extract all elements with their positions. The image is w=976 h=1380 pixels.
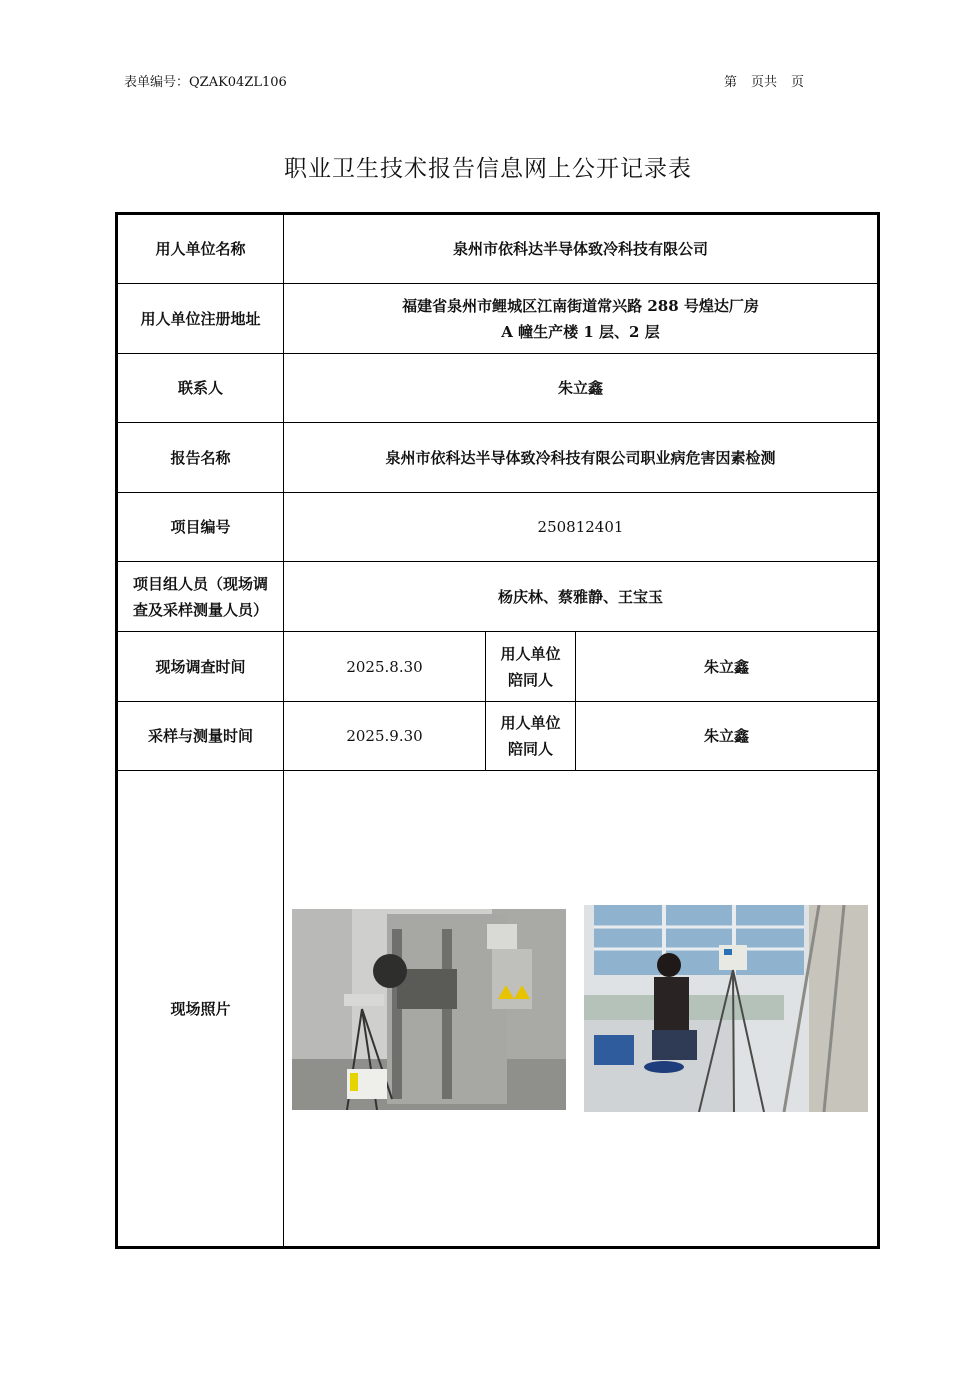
team-value: 杨庆林、蔡雅静、王宝玉: [284, 562, 879, 632]
site-photo-worker-sampling: [584, 905, 868, 1112]
sampling-time-value: 2025.9.30: [284, 702, 486, 771]
row-photos: [117, 771, 879, 1248]
page-indicator: [724, 71, 818, 90]
sampling-companion-label-line-1: 用人单位: [500, 714, 561, 732]
row-survey-time: [117, 632, 879, 702]
survey-companion-label-line-2: 陪同人: [507, 670, 553, 689]
survey-companion-label: [486, 632, 576, 702]
team-label-line-2: 查及采样测量人员）: [132, 600, 268, 619]
page-end-word: 页: [791, 75, 805, 90]
worker-sampling-photo-image: [584, 905, 868, 1112]
team-label: [117, 562, 284, 632]
address-value: [284, 284, 879, 354]
survey-companion-value: 朱立鑫: [576, 632, 879, 702]
contact-value: 朱立鑫: [284, 354, 879, 423]
row-unit-name: [117, 214, 879, 284]
record-table: [115, 212, 880, 1249]
page-of-word: 页共: [751, 75, 778, 90]
form-number: 表单编号：QZAK04ZL106: [124, 75, 287, 90]
survey-time-label: 现场调查时间: [117, 632, 284, 702]
contact-label: 联系人: [117, 354, 284, 423]
row-report-name: [117, 423, 879, 493]
report-name-label: 报告名称: [117, 423, 284, 493]
row-team: [117, 562, 879, 632]
unit-name-value: 泉州市依科达半导体致冷科技有限公司: [284, 214, 879, 284]
address-line-2: A 幢生产楼 1 层、2 层: [501, 322, 660, 341]
press-machine-photo-image: [292, 909, 566, 1110]
row-address: [117, 284, 879, 354]
sampling-time-label: 采样与测量时间: [117, 702, 284, 771]
row-project-no: [117, 493, 879, 562]
row-sampling-time: [117, 702, 879, 771]
unit-name-label: 用人单位名称: [117, 214, 284, 284]
survey-time-value: 2025.8.30: [284, 632, 486, 702]
project-no-value: 250812401: [284, 493, 879, 562]
survey-companion-label-line-1: 用人单位: [500, 644, 561, 663]
photos-cell: [284, 771, 879, 1248]
address-line-1: 福建省泉州市鲤城区江南街道常兴路 288 号煌达厂房: [402, 296, 759, 315]
page-word: 第: [724, 75, 738, 90]
team-label-line-1: 项目组人员（现场调: [132, 574, 268, 593]
row-contact: [117, 354, 879, 423]
address-label: 用人单位注册地址: [117, 284, 284, 354]
sampling-companion-value: 朱立鑫: [576, 702, 879, 771]
site-photo-press-machine: [292, 909, 566, 1110]
sampling-companion-label-line-2: 陪同人: [507, 740, 553, 758]
photos-label: 现场照片: [117, 771, 284, 1248]
document-title: 职业卫生技术报告信息网上公开记录表: [284, 156, 692, 182]
sampling-companion-label: [486, 702, 576, 771]
project-no-label: 项目编号: [117, 493, 284, 562]
report-name-value: 泉州市依科达半导体致冷科技有限公司职业病危害因素检测: [284, 423, 879, 493]
